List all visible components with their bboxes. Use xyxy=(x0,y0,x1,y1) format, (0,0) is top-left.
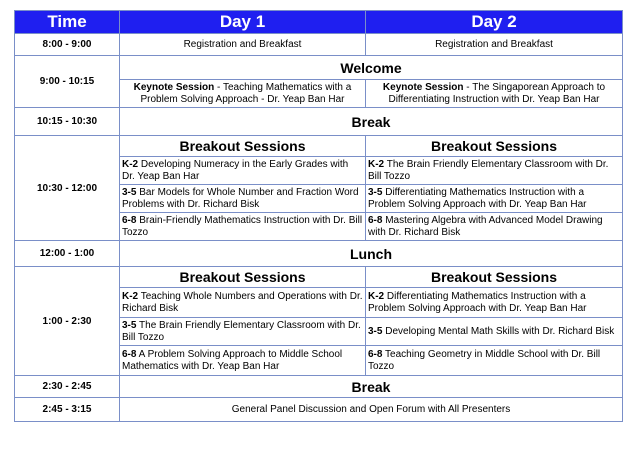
grade-label: K-2 xyxy=(368,158,385,170)
keynote-text: - Teaching Mathematics with a Problem Solving Approach - Dr. Yeap Ban Har xyxy=(140,81,352,105)
registration-row xyxy=(15,34,623,56)
session-cell xyxy=(366,318,623,346)
grade-label: 6-8 xyxy=(368,348,383,360)
welcome-title-row xyxy=(15,56,623,80)
session-text: The Brain Friendly Elementary Classroom with Dr. Bill Tozzo xyxy=(122,319,361,343)
time-cell: 2:45 - 3:15 xyxy=(15,398,120,422)
session-cell xyxy=(366,185,623,213)
grade-label: K-2 xyxy=(368,290,385,302)
day2-breakout-title: Breakout Sessions xyxy=(366,267,623,288)
session-text: Developing Mental Math Skills with Dr. Richard Bisk xyxy=(382,325,615,337)
grade-label: 3-5 xyxy=(368,186,383,198)
break-row xyxy=(15,108,623,136)
keynote-text: - The Singaporean Approach to Differentiating Instruction with Dr. Yeap Ban Har xyxy=(388,81,606,105)
header-day2: Day 2 xyxy=(366,11,623,34)
header-time: Time xyxy=(15,11,120,34)
time-cell: 12:00 - 1:00 xyxy=(15,241,120,267)
break-title: Break xyxy=(120,376,623,398)
session-cell xyxy=(120,213,366,241)
panel-title: General Panel Discussion and Open Forum with All Presenters xyxy=(120,398,623,422)
session-text: Differentiating Mathematics Instruction with a Problem Solving Approach with Dr. Yeap Ban Har xyxy=(368,186,587,210)
grade-label: K-2 xyxy=(122,290,139,302)
day2-registration: Registration and Breakfast xyxy=(366,34,623,56)
time-cell: 1:00 - 2:30 xyxy=(15,267,120,376)
day1-breakout-title: Breakout Sessions xyxy=(120,136,366,157)
session-text: Teaching Whole Numbers and Operations with Dr. Richard Bisk xyxy=(122,290,363,314)
session-text: Brain-Friendly Mathematics Instruction with Dr. Bill Tozzo xyxy=(122,214,363,238)
grade-label: 6-8 xyxy=(368,214,383,226)
panel-row xyxy=(15,398,623,422)
time-cell: 8:00 - 9:00 xyxy=(15,34,120,56)
session-cell xyxy=(366,157,623,185)
session-cell xyxy=(120,318,366,346)
grade-label: 6-8 xyxy=(122,214,137,226)
schedule-table xyxy=(14,10,623,422)
break-title: Break xyxy=(120,108,623,136)
header-row xyxy=(15,11,623,34)
keynote-label: Keynote Session xyxy=(133,81,215,93)
day1-keynote xyxy=(120,80,366,108)
session-cell xyxy=(366,213,623,241)
session-text: Bar Models for Whole Number and Fraction Word Problems with Dr. Richard Bisk xyxy=(122,186,359,210)
breakout-title-row xyxy=(15,267,623,288)
grade-label: K-2 xyxy=(122,158,139,170)
session-cell xyxy=(120,346,366,376)
keynote-label: Keynote Session xyxy=(382,81,464,93)
time-cell: 2:30 - 2:45 xyxy=(15,376,120,398)
session-text: A Problem Solving Approach to Middle School Mathematics with Dr. Yeap Ban Har xyxy=(122,348,343,372)
day1-breakout-title: Breakout Sessions xyxy=(120,267,366,288)
lunch-title: Lunch xyxy=(120,241,623,267)
session-text: The Brain Friendly Elementary Classroom with Dr. Bill Tozzo xyxy=(368,158,609,182)
grade-label: 3-5 xyxy=(122,186,137,198)
grade-label: 3-5 xyxy=(368,325,383,337)
break-row xyxy=(15,376,623,398)
time-cell: 10:30 - 12:00 xyxy=(15,136,120,241)
schedule-container xyxy=(14,10,622,422)
day1-registration: Registration and Breakfast xyxy=(120,34,366,56)
session-text: Developing Numeracy in the Early Grades with Dr. Yeap Ban Har xyxy=(122,158,349,182)
day2-keynote xyxy=(366,80,623,108)
lunch-row xyxy=(15,241,623,267)
time-cell: 9:00 - 10:15 xyxy=(15,56,120,108)
session-cell xyxy=(366,288,623,318)
session-cell xyxy=(366,346,623,376)
time-cell: 10:15 - 10:30 xyxy=(15,108,120,136)
session-cell xyxy=(120,157,366,185)
session-cell xyxy=(120,185,366,213)
grade-label: 3-5 xyxy=(122,319,137,331)
session-text: Differentiating Mathematics Instruction with a Problem Solving Approach with Dr. Yeap Ban Har xyxy=(368,290,587,314)
session-text: Teaching Geometry in Middle School with Dr. Bill Tozzo xyxy=(368,348,601,372)
session-text: Mastering Algebra with Advanced Model Drawing with Dr. Richard Bisk xyxy=(368,214,603,238)
session-cell xyxy=(120,288,366,318)
breakout-title-row xyxy=(15,136,623,157)
header-day1: Day 1 xyxy=(120,11,366,34)
welcome-title: Welcome xyxy=(120,56,623,80)
grade-label: 6-8 xyxy=(122,348,137,360)
day2-breakout-title: Breakout Sessions xyxy=(366,136,623,157)
